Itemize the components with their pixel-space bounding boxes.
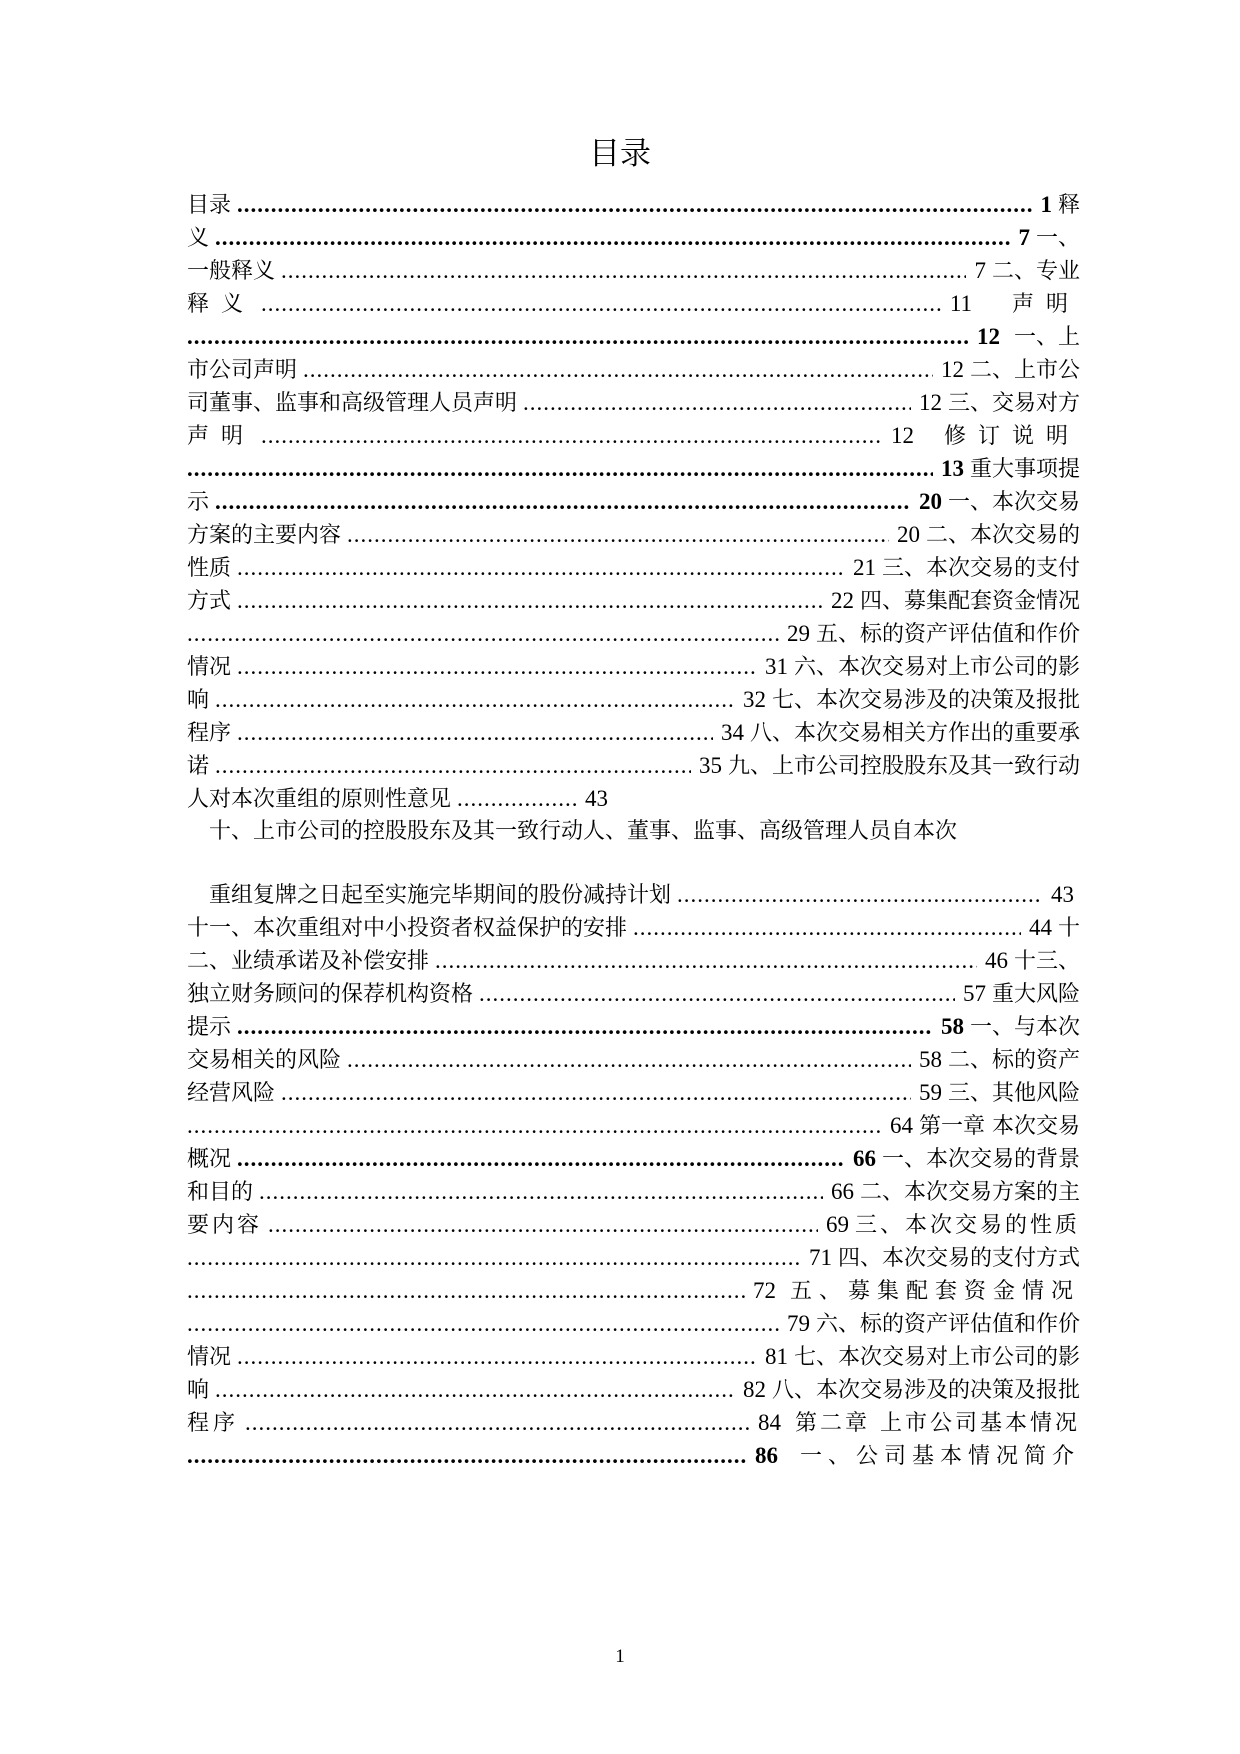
toc-next-entry-start: 一、本次交易 (947, 490, 1080, 515)
toc-next-entry-start: 十 (1057, 916, 1080, 941)
dot-leader (435, 944, 977, 977)
toc-entry-title: 市公司声明 (187, 358, 298, 383)
toc-next-entry-start: 八、本次交易涉及的决策及报批 (771, 1378, 1080, 1403)
toc-entry-title: 十一、本次重组对中小投资者权益保护的安排 (187, 916, 628, 941)
toc-entry-title: 独立财务顾问的保荐机构资格 (187, 982, 474, 1007)
toc-line[interactable] (187, 353, 1080, 386)
toc-page-number: 21 (852, 555, 876, 580)
toc-next-entry-start: 八、本次交易相关方作出的重要承 (749, 721, 1080, 746)
toc-line[interactable] (187, 419, 1080, 452)
toc-page-number: 7 (974, 258, 986, 283)
toc-page-number: 7 (1018, 225, 1030, 250)
toc-next-entry-start: 六、本次交易对上市公司的影 (793, 655, 1080, 680)
toc-entry-title: 要内容 (187, 1213, 263, 1238)
toc-entry-title: 义 (187, 226, 210, 251)
toc-page-number: 82 (742, 1377, 766, 1402)
toc-entry-title: 情况 (187, 1345, 232, 1370)
toc-next-entry-start: 一、 (1035, 226, 1080, 251)
dot-leader (237, 188, 1032, 221)
toc-entry-title: 十、上市公司的控股股东及其一致行动人、董事、监事、高级管理人员自本次 (209, 819, 958, 844)
toc-entry-title: 示 (187, 490, 210, 515)
toc-next-entry-start: 三、交易对方 (947, 391, 1080, 416)
toc-line[interactable] (187, 1406, 1080, 1439)
toc-page-number: 20 (896, 522, 920, 547)
toc-entry-title: 重组复牌之日起至实施完毕期间的股份减持计划 (209, 883, 672, 908)
toc-page-number: 1 (1040, 192, 1052, 217)
toc-line[interactable] (187, 1142, 1080, 1175)
toc-line[interactable] (187, 617, 1080, 650)
toc-page-number: 34 (720, 720, 744, 745)
toc-line[interactable] (187, 221, 1080, 254)
toc-line[interactable] (187, 452, 1080, 485)
dot-leader (187, 617, 779, 650)
toc-next-entry-start: 七、本次交易对上市公司的影 (793, 1345, 1080, 1370)
toc-entry-title: 响 (187, 688, 210, 713)
toc-entry-title: 目录 (187, 193, 232, 218)
toc-line[interactable] (187, 1076, 1080, 1109)
toc-line[interactable] (187, 977, 1080, 1010)
toc-next-entry-start: 修订说明 (943, 424, 1080, 449)
toc-line[interactable] (187, 878, 1080, 911)
toc-line[interactable] (187, 188, 1080, 221)
dot-leader (237, 1142, 845, 1175)
toc-page-number: 71 (808, 1245, 832, 1270)
toc-line[interactable] (187, 944, 1080, 977)
dot-leader (347, 1043, 911, 1076)
dot-leader (261, 287, 942, 320)
toc-entry-title: 程序 (187, 1411, 240, 1436)
toc-line[interactable] (187, 650, 1080, 683)
toc-line[interactable] (187, 254, 1080, 287)
toc-page-number: 58 (940, 1014, 964, 1039)
toc-next-entry-start: 重大风险 (991, 982, 1080, 1007)
toc-line[interactable] (187, 320, 1080, 353)
toc-line[interactable] (187, 287, 1080, 320)
table-of-contents (187, 188, 1080, 1472)
toc-line[interactable] (187, 485, 1080, 518)
toc-entry-title: 情况 (187, 655, 232, 680)
toc-page-number: 44 (1028, 915, 1052, 940)
dot-leader (281, 1076, 911, 1109)
toc-next-entry-start: 二、标的资产 (947, 1048, 1080, 1073)
dot-leader (187, 1307, 779, 1340)
toc-page-number: 43 (585, 786, 609, 811)
dot-leader (237, 1010, 933, 1043)
toc-page-number: 66 (830, 1179, 854, 1204)
toc-line[interactable] (187, 1109, 1080, 1142)
toc-next-entry-start: 重大事项提 (969, 457, 1080, 482)
toc-next-entry-start: 一、本次交易的背景 (881, 1147, 1080, 1172)
toc-entry-title: 声明 (187, 424, 256, 449)
toc-line[interactable] (187, 1439, 1080, 1472)
dot-leader (215, 485, 911, 518)
toc-next-entry-start: 六、标的资产评估值和作价 (815, 1312, 1080, 1337)
toc-page-number: 58 (918, 1047, 942, 1072)
toc-page-number: 12 (918, 390, 942, 415)
toc-page-number: 66 (852, 1146, 876, 1171)
dot-leader (187, 1439, 747, 1472)
toc-next-entry-start: 二、专业 (991, 259, 1080, 284)
toc-next-entry-start: 一、公司基本情况简介 (799, 1444, 1080, 1469)
dot-leader (245, 1406, 750, 1439)
toc-line[interactable] (187, 782, 1080, 815)
dot-leader (237, 650, 757, 683)
dot-leader (187, 1241, 801, 1274)
dot-leader (268, 1208, 818, 1241)
toc-page-number: 12 (940, 357, 964, 382)
toc-title: 目录 (589, 136, 651, 172)
dot-leader (347, 518, 889, 551)
toc-entry-title: 性质 (187, 556, 232, 581)
dot-leader (259, 1175, 823, 1208)
toc-line[interactable] (187, 1307, 1080, 1340)
toc-next-entry-start: 二、本次交易的 (925, 523, 1080, 548)
toc-page-number: 72 (752, 1278, 776, 1303)
toc-next-entry-start: 四、募集配套资金情况 (859, 589, 1080, 614)
dot-leader (479, 977, 955, 1010)
toc-line[interactable] (187, 1010, 1080, 1043)
toc-entry-title: 经营风险 (187, 1081, 276, 1106)
toc-entry-title: 人对本次重组的原则性意见 (187, 787, 452, 812)
toc-line[interactable] (187, 551, 1080, 584)
toc-page-number: 11 (949, 291, 972, 316)
dot-leader (215, 1373, 735, 1406)
dot-leader (237, 584, 823, 617)
toc-next-entry-start: 一、上 (1013, 325, 1080, 350)
toc-page-number: 81 (764, 1344, 788, 1369)
toc-entry-title: 释义 (187, 292, 256, 317)
toc-next-entry-start: 第一章 本次交易 (919, 1114, 1080, 1139)
toc-line[interactable] (187, 1208, 1080, 1241)
toc-next-entry-start: 二、上市公 (969, 358, 1080, 383)
toc-page-number: 79 (786, 1311, 810, 1336)
toc-page-number: 29 (786, 621, 810, 646)
toc-next-entry-start: 五、募集配套资金情况 (789, 1279, 1080, 1304)
toc-page-number: 12 (890, 423, 914, 448)
toc-page-number: 13 (940, 456, 964, 481)
toc-page-number: 43 (1051, 882, 1074, 907)
toc-page-number: 12 (976, 324, 1000, 349)
dot-leader (215, 221, 1010, 254)
dot-leader (215, 749, 691, 782)
dot-leader (303, 353, 933, 386)
toc-line[interactable] (187, 1340, 1080, 1373)
toc-page-number: 20 (918, 489, 942, 514)
dot-leader (633, 911, 1021, 944)
toc-next-entry-start: 五、标的资产评估值和作价 (815, 622, 1080, 647)
toc-page-number: 69 (825, 1212, 849, 1237)
toc-entry-title: 响 (187, 1378, 210, 1403)
toc-line[interactable] (187, 1043, 1080, 1076)
page-number: 1 (615, 1646, 625, 1667)
toc-line[interactable] (187, 518, 1080, 551)
toc-page-number: 64 (890, 1113, 913, 1138)
toc-entry-title: 一般释义 (187, 259, 276, 284)
toc-next-entry-start: 三、本次交易的性质 (854, 1213, 1080, 1238)
toc-page-number: 32 (742, 687, 766, 712)
toc-next-entry-start: 第二章 上市公司基本情况 (795, 1411, 1080, 1436)
dot-leader (237, 1340, 757, 1373)
dot-leader (261, 419, 883, 452)
toc-line[interactable] (187, 683, 1080, 716)
dot-leader (237, 551, 845, 584)
toc-next-entry-start: 二、本次交易方案的主 (859, 1180, 1080, 1205)
toc-next-entry-start: 十三、 (1013, 949, 1080, 974)
toc-line[interactable] (187, 584, 1080, 617)
toc-entry-title: 提示 (187, 1015, 232, 1040)
toc-entry-title: 方式 (187, 589, 232, 614)
dot-leader (457, 782, 577, 815)
toc-entry-title: 司董事、监事和高级管理人员声明 (187, 391, 518, 416)
toc-next-entry-start: 四、本次交易的支付方式 (837, 1246, 1080, 1271)
toc-next-entry-start: 九、上市公司控股股东及其一致行动 (727, 754, 1080, 779)
toc-page-number: 22 (830, 588, 854, 613)
toc-next-entry-start: 七、本次交易涉及的决策及报批 (771, 688, 1080, 713)
toc-page-number: 59 (918, 1080, 942, 1105)
toc-page-number: 31 (764, 654, 788, 679)
toc-next-entry-start: 释 (1057, 193, 1080, 218)
toc-entry-title: 交易相关的风险 (187, 1048, 342, 1073)
dot-leader (281, 254, 966, 287)
toc-page-number: 86 (754, 1443, 778, 1468)
toc-entry-title: 二、业绩承诺及补偿安排 (187, 949, 430, 974)
toc-line[interactable] (187, 1175, 1080, 1208)
toc-next-entry-start: 三、本次交易的支付 (881, 556, 1080, 581)
toc-page-number: 46 (984, 948, 1008, 973)
dot-leader (187, 452, 933, 485)
toc-next-entry-start: 声明 (1011, 292, 1080, 317)
dot-leader (237, 716, 713, 749)
toc-page-number: 57 (962, 981, 986, 1006)
dot-leader (677, 878, 1043, 911)
toc-line[interactable] (187, 1373, 1080, 1406)
dot-leader (187, 1109, 882, 1142)
toc-page-number: 35 (698, 753, 722, 778)
toc-entry-title: 程序 (187, 721, 232, 746)
toc-line[interactable] (187, 1241, 1080, 1274)
toc-line[interactable] (187, 749, 1080, 782)
dot-leader (187, 1274, 745, 1307)
dot-leader (187, 320, 969, 353)
toc-line[interactable] (187, 1274, 1080, 1307)
toc-line[interactable] (187, 386, 1080, 419)
toc-entry-title: 诺 (187, 754, 210, 779)
toc-entry-title: 概况 (187, 1147, 232, 1172)
toc-entry-title: 和目的 (187, 1180, 254, 1205)
toc-line[interactable] (187, 815, 1080, 848)
dot-leader (523, 386, 911, 419)
toc-next-entry-start: 三、其他风险 (947, 1081, 1080, 1106)
toc-line[interactable] (187, 911, 1080, 944)
toc-line[interactable] (187, 716, 1080, 749)
dot-leader (215, 683, 735, 716)
toc-next-entry-start: 一、与本次 (969, 1015, 1080, 1040)
toc-entry-title: 方案的主要内容 (187, 523, 342, 548)
toc-page-number: 84 (758, 1410, 781, 1435)
